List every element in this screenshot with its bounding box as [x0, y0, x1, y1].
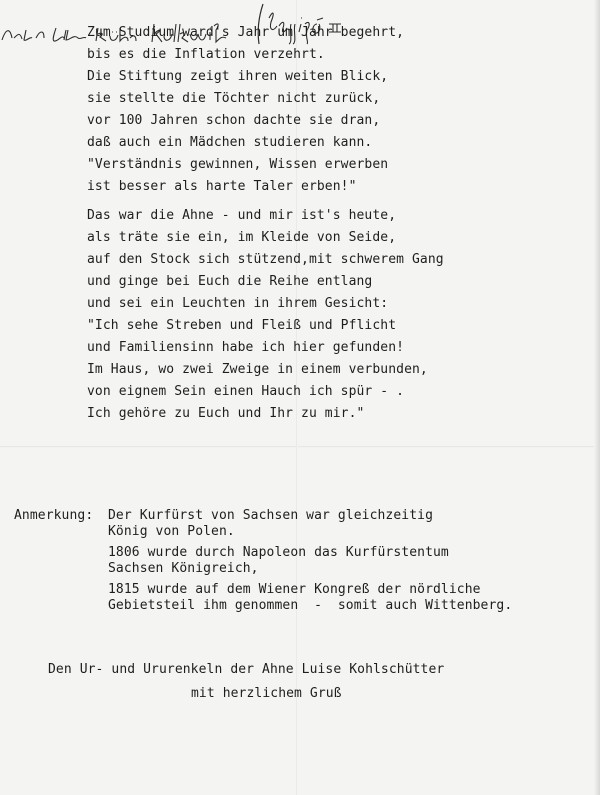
poem-line: "Ich sehe Streben und Fleiß und Pflicht: [87, 318, 397, 333]
annotation-line: 1806 wurde durch Napoleon das Kurfürstentum: [108, 545, 449, 560]
poem-line: Ich gehöre zu Euch und Ihr zu mir.": [87, 406, 365, 421]
poem-line: Zum Studium ward's Jahr um Jahr begehrt,: [87, 25, 405, 40]
poem-line: von eignem Sein einen Hauch ich spür - .: [87, 384, 405, 399]
dedication-greeting: mit herzlichem Gruß: [191, 686, 342, 701]
annotation-line: 1815 wurde auf dem Wiener Kongreß der nördliche: [108, 582, 481, 597]
poem-line: sie stellte die Töchter nicht zurück,: [87, 91, 381, 106]
poem-line: "Verständnis gewinnen, Wissen erwerben: [87, 157, 389, 172]
poem-line: Die Stiftung zeigt ihren weiten Blick,: [87, 69, 389, 84]
poem-line: ist besser als harte Taler erben!": [87, 179, 357, 194]
poem-line: Im Haus, wo zwei Zweige in einem verbunden,: [87, 362, 428, 377]
poem-line: als träte sie ein, im Kleide von Seide,: [87, 230, 397, 245]
dedication-line: Den Ur- und Ururenkeln der Ahne Luise Kohlschütter: [48, 662, 445, 677]
annotation-line: Der Kurfürst von Sachsen war gleichzeitig: [108, 508, 433, 523]
paper-edge-shadow: [594, 0, 600, 795]
poem-line: und ginge bei Euch die Reihe entlang: [87, 274, 373, 289]
annotation-line: Gebietsteil ihm genommen - somit auch Wittenberg.: [108, 598, 513, 613]
poem-line: und Familiensinn habe ich hier gefunden!: [87, 340, 405, 355]
poem-line: daß auch ein Mädchen studieren kann.: [87, 135, 373, 150]
poem-line: auf den Stock sich stützend,mit schwerem Gang: [87, 252, 444, 267]
annotation-line: König von Polen.: [108, 524, 235, 539]
poem-line: vor 100 Jahren schon dachte sie dran,: [87, 113, 381, 128]
poem-line: Das war die Ahne - und mir ist's heute,: [87, 208, 397, 223]
annotation-label: Anmerkung:: [14, 508, 94, 523]
poem-line: bis es die Inflation verzehrt.: [87, 47, 325, 62]
poem-line: und sei ein Leuchten in ihrem Gesicht:: [87, 296, 389, 311]
paper-fold-horizontal: [0, 446, 600, 448]
annotation-line: Sachsen Königreich,: [108, 561, 259, 576]
